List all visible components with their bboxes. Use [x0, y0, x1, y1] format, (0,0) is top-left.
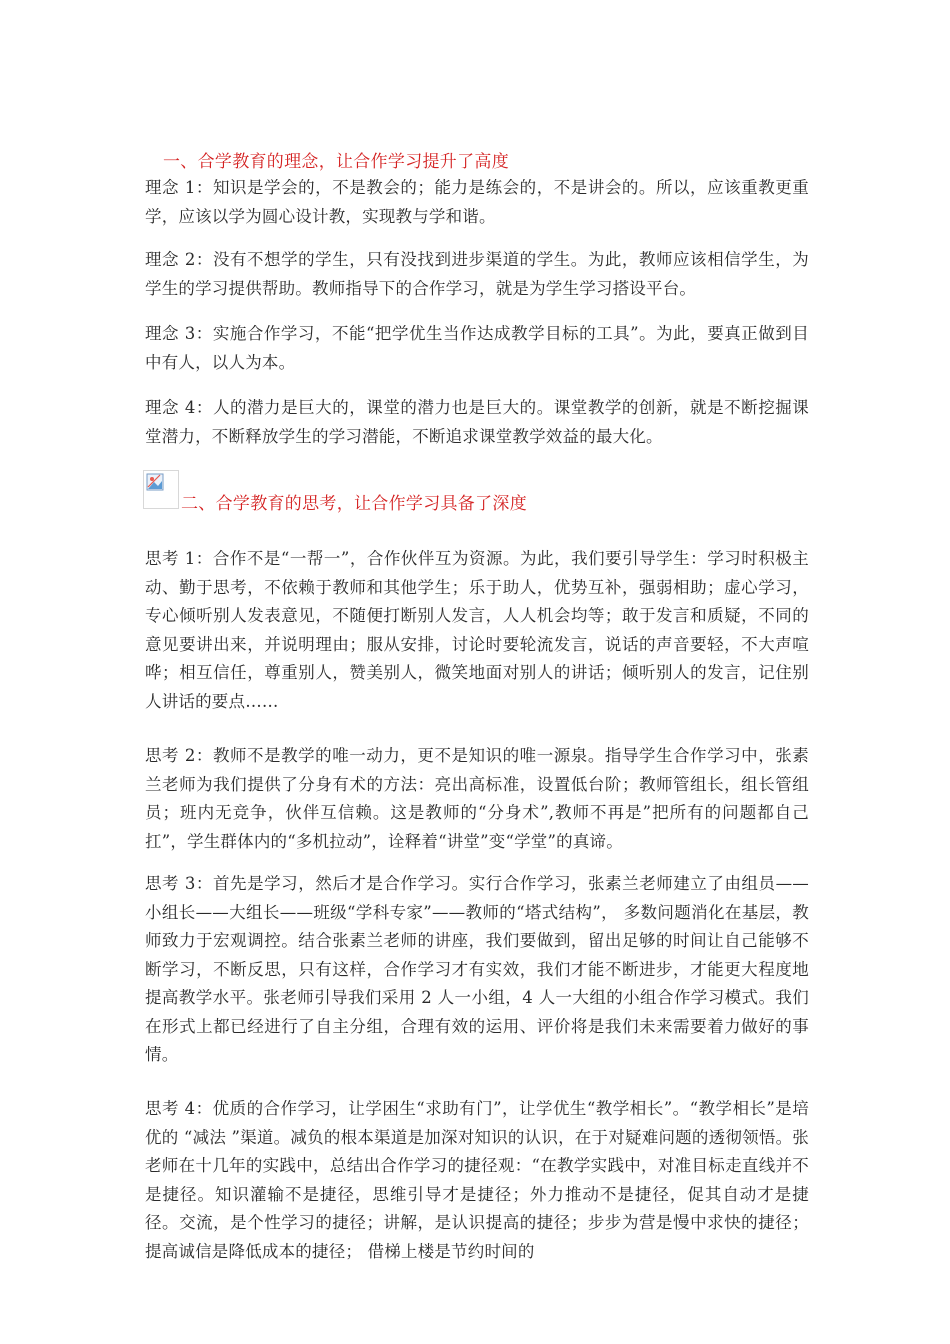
broken-image-icon — [143, 470, 179, 509]
section1-heading: 一、合学教育的理念，让合作学习提升了高度 — [163, 152, 509, 172]
concept-3-paragraph: 理念 3：实施合作学习，不能“把学优生当作达成教学目标的工具”。为此，要真正做到目中有人，以人为本。 — [145, 324, 809, 372]
section2-heading: 二、合学教育的思考，让合作学习具备了深度 — [181, 494, 527, 514]
concept-2-paragraph: 理念 2：没有不想学的学生，只有没找到进步渠道的学生。为此，教师应该相信学生，为学生的学习提供帮助。教师指导下的合作学习，就是为学生学习搭设平台。 — [145, 250, 809, 298]
thought-2-paragraph: 思考 2：教师不是教学的唯一动力，更不是知识的唯一源泉。指导学生合作学习中，张素兰老师为我们提供了分身有术的方法：亮出高标准，设置低台阶；教师管组长，组长管组员；班内无竞争，伙伴互信赖。这是教师的“分身术”,教师不再是”把所有的问题都自己扛”，学生群体内的“多机拉动”，诠释着“讲堂”变“学堂”的真谛。 — [145, 746, 809, 851]
thought-4-paragraph: 思考 4：优质的合作学习，让学困生“求助有门”，让学优生“教学相长”。“教学相长”是培优的 “减法 ”渠道。减负的根本渠道是加深对知识的认识，在于对疑难问题的透彻领悟。张老师在十几年的实践中，总结出合作学习的捷径观：“在教学实践中，对准目标走直线并不是捷径。知识灌输不是捷径，思维引导才是捷径；外力推动不是捷径，促其自动才是捷径。交流，是个性学习的捷径；讲解，是认识提高的捷径；步步为营是慢中求快的捷径；提高诚信是降低成本的捷径； 借梯上楼是节约时间的 — [145, 1099, 809, 1261]
concept-1-paragraph: 理念 1：知识是学会的，不是教会的；能力是练会的，不是讲会的。所以，应该重教更重学，应该以学为圆心设计教，实现教与学和谐。 — [145, 178, 809, 226]
concept-4-paragraph: 理念 4：人的潜力是巨大的，课堂的潜力也是巨大的。课堂教学的创新，就是不断挖掘课堂潜力，不断释放学生的学习潜能，不断追求课堂教学效益的最大化。 — [145, 398, 809, 446]
thought-1-paragraph: 思考 1：合作不是“一帮一”，合作伙伴互为资源。为此，我们要引导学生：学习时积极主动、勤于思考，不依赖于教师和其他学生；乐于助人，优势互补，强弱相助；虚心学习，专心倾听别人发表意见，不随便打断别人发言，人人机会均等；敢于发言和质疑，不同的意见要讲出来，并说明理由；服从安排，讨论时要轮流发言，说话的声音要轻，不大声喧哗；相互信任，尊重别人，赞美别人，微笑地面对别人的讲话；倾听别人的发言，记住别人讲话的要点…… — [145, 549, 809, 711]
thought-3-paragraph: 思考 3：首先是学习，然后才是合作学习。实行合作学习，张素兰老师建立了由组员——小组长——大组长——班级“学科专家”——教师的“塔式结构”， 多数问题消化在基层，教师致力于宏观调控。结合张素兰老师的讲座，我们要做到，留出足够的时间让自己能够不断学习，不断反思，只有这样，合作学习才有实效，我们才能不断进步，才能更大程度地提高教学水平。张老师引导我们采用 2 人一小组，4 人一大组的小组合作学习模式。我们在形式上都已经进行了自主分组，合理有效的运用、评价将是我们未来需要着力做好的事情。 — [145, 874, 809, 1064]
